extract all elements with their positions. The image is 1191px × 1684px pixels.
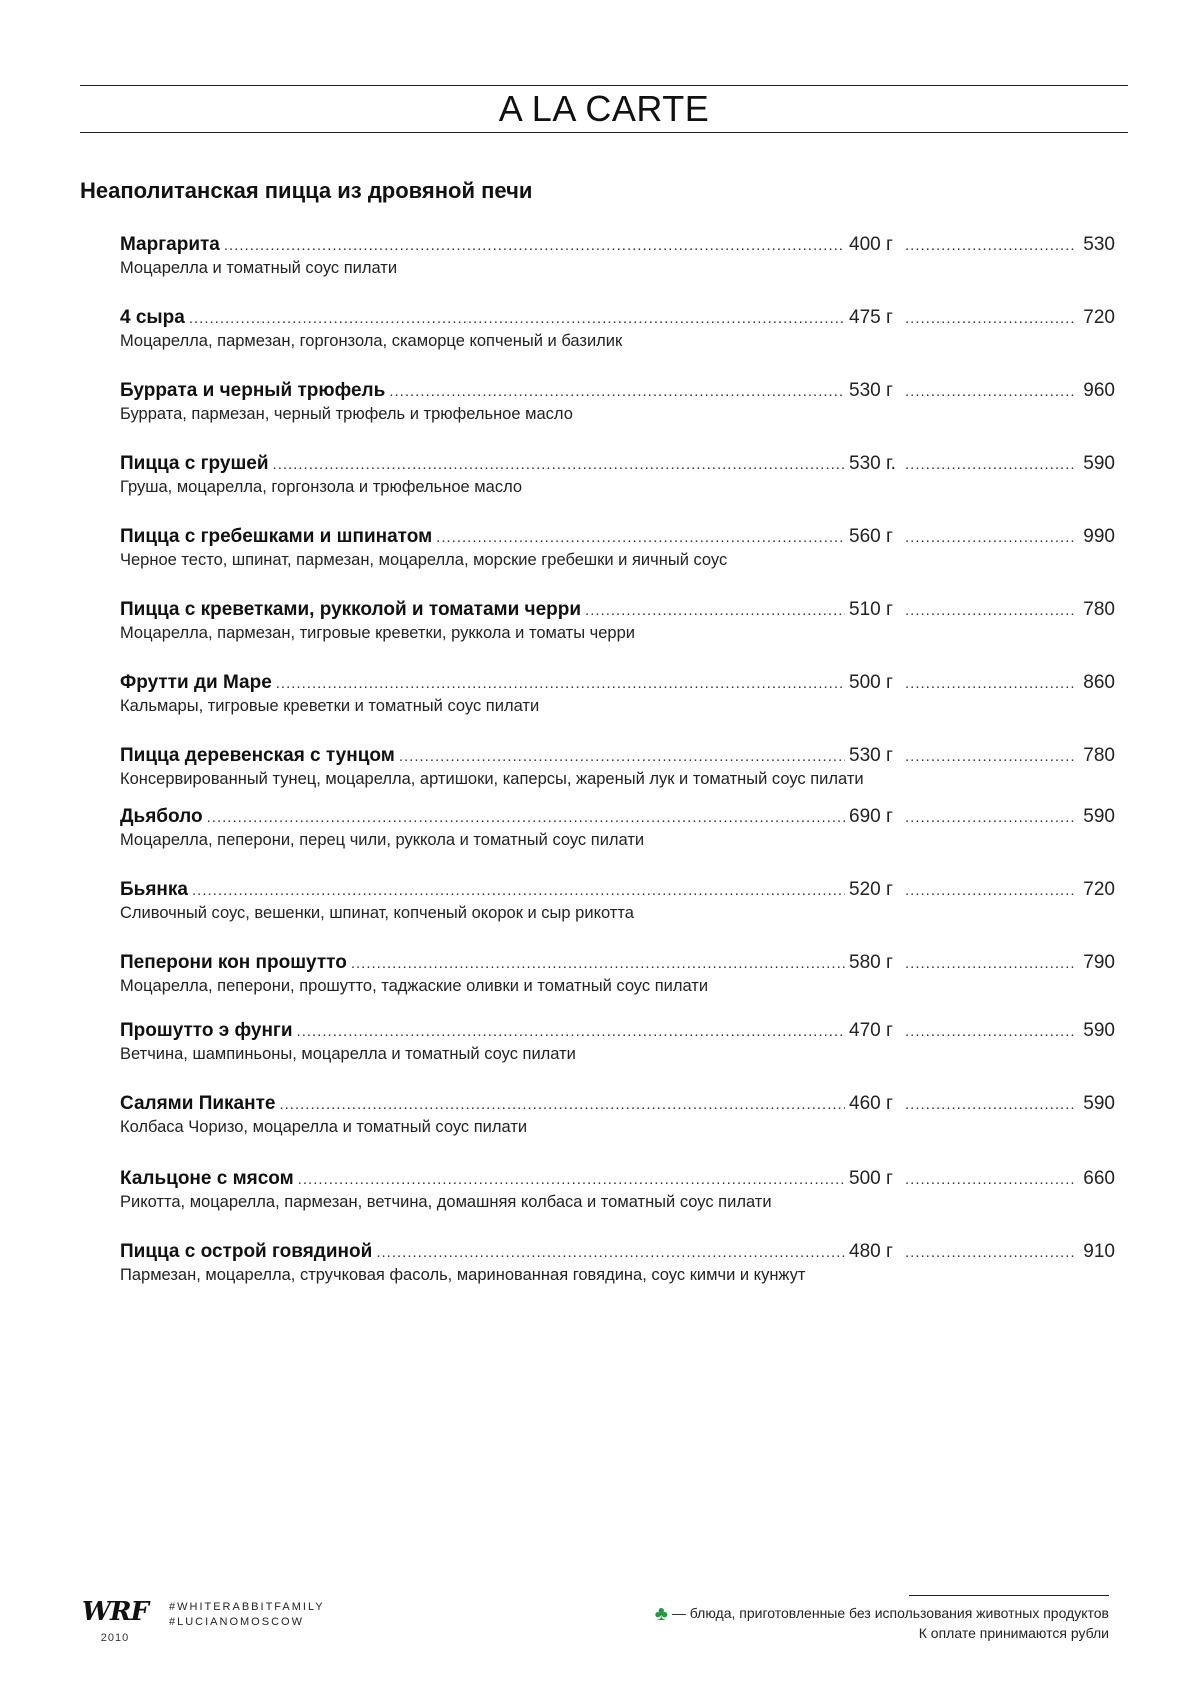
dot-leader [905,452,1075,478]
menu-item [120,804,1115,850]
dot-leader [905,805,1075,831]
item-description: Рикотта, моцарелла, пармезан, ветчина, домашняя колбаса и томатный соус пилати [120,1193,772,1211]
item-weight: 530 г. [849,453,896,474]
item-weight: 510 г [849,599,893,620]
item-weight: 470 г [849,1020,893,1041]
dot-leader [905,671,1075,697]
menu-item [120,597,1115,643]
item-price: 910 [1083,1241,1115,1262]
item-name: Пицца с грушей [120,453,269,474]
item-name: 4 сыра [120,307,185,328]
item-name: Дьяболо [120,806,203,827]
item-description: Моцарелла, пармезан, горгонзола, скаморце копченый и базилик [120,332,623,350]
item-price: 530 [1083,234,1115,255]
item-description: Моцарелла, пеперони, прошутто, таджаские оливки и томатный соус пилати [120,977,709,995]
section-title: Неаполитанская пицца из дровяной печи [80,178,533,203]
dot-leader [192,878,845,904]
item-description: Черное тесто, шпинат, пармезан, моцарелла, морские гребешки и яичный соус [120,551,728,569]
dot-leader [207,805,845,831]
item-weight: 480 г [849,1241,893,1262]
item-description: Груша, моцарелла, горгонзола и трюфельное масло [120,478,523,496]
item-name: Прошутто э фунги [120,1020,293,1041]
logo-year: 2010 [100,1632,130,1644]
dot-leader [376,1240,845,1266]
dot-leader [298,1167,845,1193]
brand-logo [75,1598,155,1644]
dot-leader [389,379,845,405]
dot-leader [905,598,1075,624]
footer-brand [75,1598,325,1644]
item-description: Колбаса Чоризо, моцарелла и томатный соус пилати [120,1118,528,1136]
item-name: Пицца с гребешками и шпинатом [120,526,433,547]
vegan-note [655,1604,1109,1624]
item-price: 590 [1083,453,1115,474]
item-weight: 500 г [849,672,893,693]
item-price: 780 [1083,599,1115,620]
item-name: Пицца с креветками, рукколой и томатами черри [120,599,582,620]
vegan-note-text: — блюда, приготовленные без использования животных продуктов [671,1605,1109,1621]
item-name: Пицца деревенская с тунцом [120,745,395,766]
menu-item [120,743,1115,789]
item-description: Буррата, пармезан, черный трюфель и трюфельное масло [120,405,573,423]
item-price: 660 [1083,1168,1115,1189]
logo-mark: WRF [81,1597,149,1627]
item-weight: 400 г [849,234,893,255]
menu-item [120,524,1115,570]
item-name: Пицца с острой говядиной [120,1241,373,1262]
dot-leader [224,233,845,259]
item-price: 780 [1083,745,1115,766]
page-title: A LA CARTE [498,88,710,129]
dot-leader [905,1092,1075,1118]
dot-leader [905,233,1075,259]
dot-leader [905,878,1075,904]
page-header [80,85,1128,133]
item-weight: 500 г [849,1168,893,1189]
item-description: Сливочный соус, вешенки, шпинат, копченый окорок и сыр рикотта [120,904,634,922]
dot-leader [436,525,845,551]
dot-leader [399,744,845,770]
footer-divider [909,1595,1109,1596]
item-price: 790 [1083,952,1115,973]
item-price: 590 [1083,1020,1115,1041]
item-description: Моцарелла, пеперони, перец чили, руккола и томатный соус пилати [120,831,645,849]
item-description: Кальмары, тигровые креветки и томатный соус пилати [120,697,540,715]
item-name: Бьянка [120,879,188,900]
item-description: Моцарелла, пармезан, тигровые креветки, руккола и томаты черри [120,624,635,642]
item-weight: 460 г [849,1093,893,1114]
menu-item [120,1166,1115,1212]
currency-note: К оплате принимаются рубли [918,1625,1109,1641]
item-name: Фрутти ди Маре [120,672,272,693]
dot-leader [905,744,1075,770]
dot-leader [273,452,845,478]
dot-leader [297,1019,845,1045]
hashtags [169,1600,325,1630]
item-price: 860 [1083,672,1115,693]
item-name: Маргарита [120,234,220,255]
item-name: Пеперони кон прошутто [120,952,347,973]
item-price: 960 [1083,380,1115,401]
menu-item [120,378,1115,424]
item-description: Консервированный тунец, моцарелла, артишоки, каперсы, жареный лук и томатный соус пилати [120,770,864,788]
menu-item [120,305,1115,351]
item-weight: 530 г [849,745,893,766]
menu-item [120,232,1115,278]
item-price: 590 [1083,1093,1115,1114]
footer-notes [655,1595,1109,1643]
dot-leader [905,306,1075,332]
menu-item [120,451,1115,497]
item-name: Буррата и черный трюфель [120,380,386,401]
dot-leader [905,1240,1075,1266]
menu-item [120,950,1115,996]
dot-leader [279,1092,845,1118]
item-price: 590 [1083,806,1115,827]
item-weight: 560 г [849,526,893,547]
menu-item [120,1239,1115,1285]
item-weight: 520 г [849,879,893,900]
dot-leader [351,951,845,977]
hashtag-lucianomoscow: #LUCIANOMOSCOW [169,1616,304,1628]
menu-item [120,1091,1115,1137]
item-weight: 475 г [849,307,893,328]
item-weight: 580 г [849,952,893,973]
item-name: Салями Пиканте [120,1093,276,1114]
dot-leader [905,1167,1075,1193]
item-weight: 690 г [849,806,893,827]
dot-leader [905,525,1075,551]
dot-leader [585,598,845,624]
hashtag-whiterabbitfamily: #WHITERABBITFAMILY [169,1601,325,1613]
menu-item [120,877,1115,923]
item-description: Пармезан, моцарелла, стручковая фасоль, маринованная говядина, соус кимчи и кунжут [120,1266,806,1284]
clubs-icon: ♣ [654,1603,668,1625]
dot-leader [905,1019,1075,1045]
item-description: Ветчина, шампиньоны, моцарелла и томатный соус пилати [120,1045,576,1063]
item-price: 990 [1083,526,1115,547]
dot-leader [276,671,845,697]
menu-item [120,670,1115,716]
item-name: Кальцоне с мясом [120,1168,294,1189]
dot-leader [905,379,1075,405]
item-weight: 530 г [849,380,893,401]
item-description: Моцарелла и томатный соус пилати [120,259,398,277]
item-price: 720 [1083,307,1115,328]
menu-item [120,1018,1115,1064]
item-price: 720 [1083,879,1115,900]
dot-leader [905,951,1075,977]
dot-leader [189,306,845,332]
